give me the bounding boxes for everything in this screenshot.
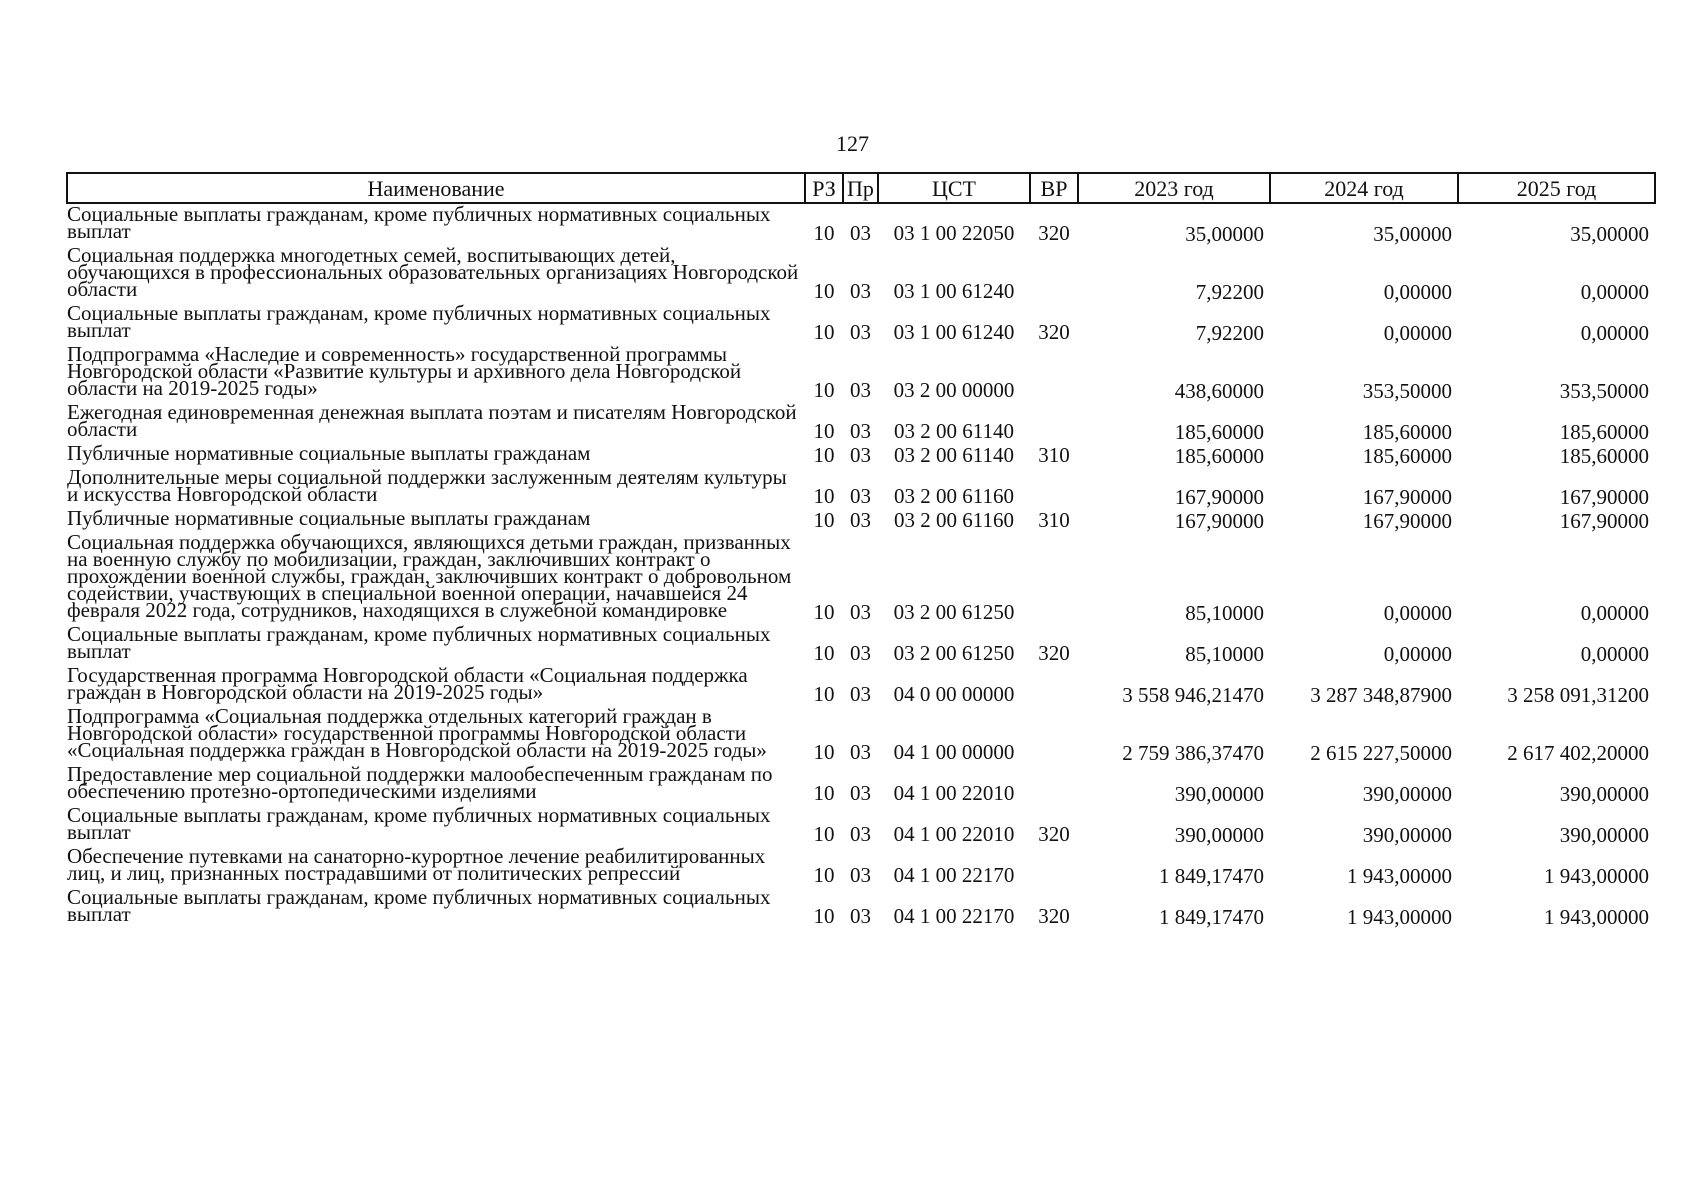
row-value-2023: 7,92200 — [1195, 280, 1264, 304]
row-value-2024: 0,00000 — [1383, 321, 1452, 345]
row-cst: 03 2 00 61140 — [894, 443, 1014, 467]
row-rz: 10 — [813, 279, 835, 303]
table-row — [67, 706, 1655, 764]
row-pr: 03 — [850, 641, 871, 665]
row-name — [67, 805, 805, 846]
row-value-2023: 3 558 946,21470 — [1122, 683, 1264, 707]
row-value-2025: 3 258 091,31200 — [1507, 683, 1649, 707]
row-rz: 10 — [813, 641, 835, 665]
row-value-2023: 35,00000 — [1185, 222, 1264, 246]
table-row — [67, 203, 1655, 245]
row-value-2025: 353,50000 — [1559, 379, 1649, 403]
row-name — [67, 887, 805, 928]
table-row — [67, 665, 1655, 706]
row-value-2025: 0,00000 — [1580, 321, 1649, 345]
row-value-2024: 185,60000 — [1362, 444, 1452, 468]
row-name-text: Предоставление мер социальной поддержки малообеспеченным гражданам по обеспечению протезно-ортопедическими изделиями — [67, 762, 773, 803]
row-name — [67, 706, 805, 764]
row-rz: 10 — [813, 600, 835, 624]
row-pr: 03 — [850, 740, 871, 764]
table-row — [67, 887, 1655, 928]
header-rz: РЗ — [805, 173, 843, 203]
row-value-2024: 35,00000 — [1373, 222, 1452, 246]
row-rz: 10 — [813, 682, 835, 706]
row-value-2025: 1 943,00000 — [1544, 905, 1649, 929]
row-value-2023: 1 849,17470 — [1159, 905, 1264, 929]
table-row — [67, 764, 1655, 805]
row-rz: 10 — [813, 419, 835, 443]
row-value-2025: 35,00000 — [1570, 222, 1649, 246]
row-value-2024: 0,00000 — [1383, 642, 1452, 666]
row-value-2025: 185,60000 — [1559, 420, 1649, 444]
row-rz: 10 — [813, 781, 835, 805]
row-cst: 03 2 00 61160 — [894, 508, 1014, 532]
row-value-2025: 185,60000 — [1559, 444, 1649, 468]
row-vr — [1030, 245, 1078, 303]
row-value-2023: 85,10000 — [1185, 642, 1264, 666]
row-name-text: Публичные нормативные социальные выплаты гражданам — [67, 441, 591, 465]
row-name-text: Ежегодная единовременная денежная выплата поэтам и писателям Новгородской области — [67, 400, 797, 441]
table-row — [67, 846, 1655, 887]
row-value-2025: 167,90000 — [1559, 485, 1649, 509]
row-value-2023: 7,92200 — [1195, 321, 1264, 345]
row-vr — [1030, 467, 1078, 508]
row-pr: 03 — [850, 600, 871, 624]
row-vr: 310 — [1038, 443, 1070, 467]
row-value-2023: 185,60000 — [1174, 444, 1264, 468]
row-cst: 03 2 00 61250 — [893, 600, 1015, 624]
row-value-2025: 0,00000 — [1580, 601, 1649, 625]
row-value-2024: 3 287 348,87900 — [1310, 683, 1452, 707]
table-row — [67, 443, 1655, 467]
row-value-2024: 390,00000 — [1362, 823, 1452, 847]
row-cst: 03 2 00 61250 — [893, 641, 1015, 665]
row-pr: 03 — [850, 822, 871, 846]
row-vr: 310 — [1038, 508, 1070, 532]
row-pr: 03 — [850, 443, 871, 467]
row-name-text: Социальные выплаты гражданам, кроме публичных нормативных социальных выплат — [67, 803, 771, 844]
row-vr — [1030, 706, 1078, 764]
row-pr: 03 — [850, 378, 871, 402]
row-value-2024: 390,00000 — [1362, 782, 1452, 806]
row-name — [67, 402, 805, 443]
row-name — [67, 846, 805, 887]
header-2025: 2025 год — [1458, 173, 1655, 203]
row-pr: 03 — [850, 904, 871, 928]
table-row — [67, 805, 1655, 846]
row-cst: 03 2 00 61140 — [894, 419, 1014, 443]
row-rz: 10 — [813, 320, 835, 344]
row-name — [67, 624, 805, 665]
row-name-text: Дополнительные меры социальной поддержки заслуженным деятелям культуры и искусства Новгородской области — [67, 465, 787, 506]
row-cst: 04 1 00 22170 — [893, 904, 1015, 928]
row-name — [67, 665, 805, 706]
row-value-2024: 0,00000 — [1383, 280, 1452, 304]
row-value-2025: 390,00000 — [1559, 782, 1649, 806]
budget-table — [66, 172, 1656, 928]
row-name-text: Социальная поддержка обучающихся, являющихся детьми граждан, призванных на военную службу по мобилизации, граждан, заключивших контракт о прохождении военной службы, граждан, заключивших контракт о добровольном содействии, участвующих в специальной военной операции, начавшейся 24 февраля 2022 года, сотрудников, находящихся в служебной командировке — [67, 530, 792, 622]
table-row — [67, 467, 1655, 508]
row-name — [67, 467, 805, 508]
header-vr: ВР — [1030, 173, 1078, 203]
row-cst: 04 1 00 22010 — [893, 781, 1015, 805]
row-name-text: Обеспечение путевками на санаторно-курортное лечение реабилитированных лиц, и лиц, признанных пострадавшими от политических репрессий — [67, 844, 766, 885]
row-vr — [1030, 665, 1078, 706]
table-row — [67, 624, 1655, 665]
table-row — [67, 303, 1655, 344]
row-name — [67, 303, 805, 344]
row-name — [67, 764, 805, 805]
row-cst: 03 2 00 61160 — [894, 484, 1014, 508]
table-row — [67, 245, 1655, 303]
row-value-2023: 1 849,17470 — [1159, 864, 1264, 888]
row-pr: 03 — [850, 419, 871, 443]
row-pr: 03 — [850, 484, 871, 508]
row-value-2025: 2 617 402,20000 — [1507, 741, 1649, 765]
row-value-2024: 1 943,00000 — [1347, 905, 1452, 929]
row-value-2024: 167,90000 — [1362, 485, 1452, 509]
row-value-2025: 167,90000 — [1559, 509, 1649, 533]
row-value-2024: 167,90000 — [1362, 509, 1452, 533]
row-name — [67, 532, 805, 624]
row-vr — [1030, 532, 1078, 624]
row-rz: 10 — [813, 378, 835, 402]
row-name-text: Социальные выплаты гражданам, кроме публичных нормативных социальных выплат — [67, 202, 771, 243]
row-cst: 03 1 00 61240 — [893, 320, 1015, 344]
page-number: 127 — [836, 131, 869, 156]
row-name-text: Социальные выплаты гражданам, кроме публичных нормативных социальных выплат — [67, 301, 771, 342]
row-name-text: Социальные выплаты гражданам, кроме публичных нормативных социальных выплат — [67, 885, 771, 926]
row-vr — [1030, 764, 1078, 805]
row-rz: 10 — [813, 443, 835, 467]
table-row — [67, 344, 1655, 402]
row-value-2025: 1 943,00000 — [1544, 864, 1649, 888]
row-name-text: Публичные нормативные социальные выплаты гражданам — [67, 506, 591, 530]
row-rz: 10 — [813, 863, 835, 887]
row-vr: 320 — [1038, 641, 1070, 665]
row-rz: 10 — [813, 904, 835, 928]
row-vr — [1030, 846, 1078, 887]
row-rz: 10 — [813, 508, 835, 532]
table-body — [67, 203, 1655, 928]
table-row — [67, 508, 1655, 532]
row-value-2025: 0,00000 — [1580, 280, 1649, 304]
row-vr: 320 — [1038, 320, 1070, 344]
row-value-2023: 167,90000 — [1174, 485, 1264, 509]
row-pr: 03 — [850, 781, 871, 805]
row-name-text: Государственная программа Новгородской области «Социальная поддержка граждан в Новгородской области на 2019-2025 годы» — [67, 663, 748, 704]
row-vr — [1030, 402, 1078, 443]
header-pr: Пр — [843, 173, 878, 203]
row-name — [67, 344, 805, 402]
table-row — [67, 532, 1655, 624]
row-name-text: Подпрограмма «Социальная поддержка отдельных категорий граждан в Новгородской области» государственной программы Новгородской области «Социальная поддержка граждан в Новгородской области на 2019-2025 годы» — [67, 704, 767, 762]
row-value-2025: 0,00000 — [1580, 642, 1649, 666]
row-value-2023: 2 759 386,37470 — [1122, 741, 1264, 765]
row-cst: 03 1 00 61240 — [893, 279, 1015, 303]
row-pr: 03 — [850, 320, 871, 344]
row-pr: 03 — [850, 508, 871, 532]
row-rz: 10 — [813, 740, 835, 764]
row-value-2023: 85,10000 — [1185, 601, 1264, 625]
row-name — [67, 443, 805, 467]
row-value-2025: 390,00000 — [1559, 823, 1649, 847]
row-vr: 320 — [1038, 822, 1070, 846]
row-cst: 03 1 00 22050 — [893, 221, 1015, 245]
row-rz: 10 — [813, 221, 835, 245]
header-cst: ЦСТ — [878, 173, 1030, 203]
row-value-2023: 185,60000 — [1174, 420, 1264, 444]
row-pr: 03 — [850, 221, 871, 245]
header-name: Наименование — [67, 173, 805, 203]
row-name — [67, 245, 805, 303]
row-pr: 03 — [850, 682, 871, 706]
row-value-2023: 438,60000 — [1174, 379, 1264, 403]
row-cst: 04 1 00 00000 — [893, 740, 1015, 764]
row-name-text: Социальная поддержка многодетных семей, воспитывающих детей, обучающихся в профессиональных образовательных организациях Новгородской области — [67, 243, 799, 301]
row-name-text: Социальные выплаты гражданам, кроме публичных нормативных социальных выплат — [67, 622, 771, 663]
row-name-text: Подпрограмма «Наследие и современность» государственной программы Новгородской области «Развитие культуры и архивного дела Новгородской области на 2019-2025 годы» — [67, 342, 742, 400]
row-vr: 320 — [1038, 904, 1070, 928]
header-2024: 2024 год — [1270, 173, 1458, 203]
row-cst: 04 1 00 22010 — [893, 822, 1015, 846]
row-pr: 03 — [850, 279, 871, 303]
row-value-2024: 185,60000 — [1362, 420, 1452, 444]
row-vr — [1030, 344, 1078, 402]
row-cst: 04 1 00 22170 — [893, 863, 1015, 887]
header-2023: 2023 год — [1078, 173, 1270, 203]
row-value-2023: 167,90000 — [1174, 509, 1264, 533]
table-row — [67, 402, 1655, 443]
row-value-2024: 2 615 227,50000 — [1310, 741, 1452, 765]
row-value-2024: 0,00000 — [1383, 601, 1452, 625]
row-value-2024: 353,50000 — [1362, 379, 1452, 403]
table-header-row — [67, 173, 1655, 203]
row-value-2024: 1 943,00000 — [1347, 864, 1452, 888]
row-cst: 03 2 00 00000 — [893, 378, 1015, 402]
row-name — [67, 203, 805, 245]
row-vr: 320 — [1038, 221, 1070, 245]
row-name — [67, 508, 805, 532]
row-rz: 10 — [813, 822, 835, 846]
row-cst: 04 0 00 00000 — [893, 682, 1015, 706]
row-value-2023: 390,00000 — [1174, 823, 1264, 847]
row-pr: 03 — [850, 863, 871, 887]
row-value-2023: 390,00000 — [1174, 782, 1264, 806]
row-rz: 10 — [813, 484, 835, 508]
